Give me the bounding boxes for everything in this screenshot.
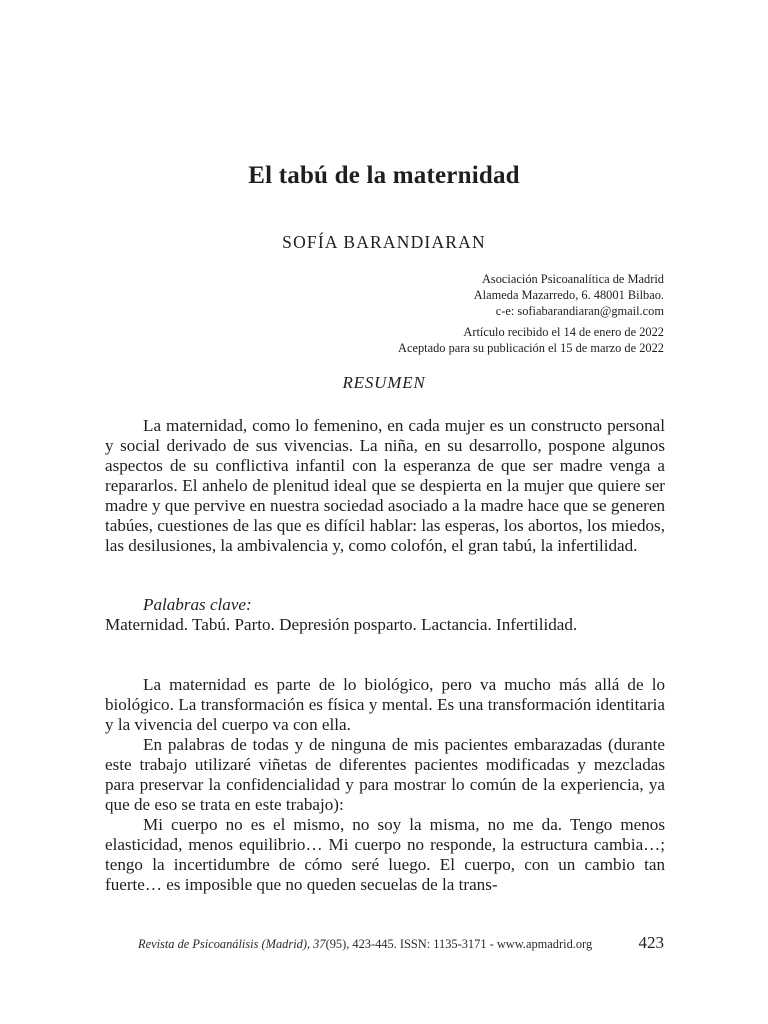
author-name: SOFÍA BARANDIARAN (282, 232, 486, 252)
affiliation-block (244, 271, 664, 356)
journal-name: Revista de Psicoanálisis (Madrid), 37 (138, 937, 326, 951)
journal-footer (138, 937, 592, 952)
body-text (105, 675, 665, 895)
received-date: Artículo recibido el 14 de enero de 2022 (463, 325, 664, 339)
keywords-label: Palabras clave: (143, 595, 252, 614)
affiliation-line: Asociación Psicoanalítica de Madrid (481, 272, 664, 286)
abstract-heading: RESUMEN (342, 373, 426, 392)
page-number: 423 (638, 933, 664, 952)
keywords-list: Maternidad. Tabú. Parto. Depresión posparto. Lactancia. Infertilidad. (105, 615, 578, 634)
abstract-body (105, 416, 665, 556)
affiliation-line: Alameda Mazarredo, 6. 48001 Bilbao. (473, 288, 664, 302)
abstract-paragraph: La maternidad, como lo femenino, en cada mujer es un constructo personal y social derivado de sus vivencias. La niña, en su desarrollo, pospone algunos aspectos de su conflictiva infantil con la esperanza de que ser madre venga a repararlos. El anhelo de plenitud ideal que se despierta en la mujer que quiere ser madre y que pervive en nuestra sociedad asociado a la madre hace que se generen tabúes, cuestiones de las que es difícil hablar: las esperas, los abortos, los miedos, las desilusiones, la ambivalencia y, como colofón, el gran tabú, la infertilidad. (105, 416, 665, 555)
body-paragraph: La maternidad es parte de lo biológico, pero va mucho más allá de lo biológico. La transformación es física y mental. Es una transformación identitaria y la vivencia del cuerpo va con ella. (105, 675, 665, 734)
article-title: El tabú de la maternidad (248, 162, 520, 189)
body-paragraph: Mi cuerpo no es el mismo, no soy la misma, no me da. Tengo menos elasticidad, menos equilibrio… Mi cuerpo no responde, la estructura cambia…; tengo la incertidumbre de cómo seré luego. El cuerpo, con un cambio tan fuerte… es imposible que no queden secuelas de la trans- (105, 815, 665, 894)
body-paragraph: En palabras de todas y de ninguna de mis pacientes embarazadas (durante este trabajo utilizaré viñetas de diferentes pacientes modificadas y mezcladas para preservar la confidencialidad y para mostrar lo común de la experiencia, ya que de eso se trata en este trabajo): (105, 735, 665, 814)
journal-citation: (95), 423-445. ISSN: 1135-3171 - www.apmadrid.org (325, 937, 593, 951)
affiliation-email: c-e: sofiabarandiaran@gmail.com (495, 304, 664, 318)
accepted-date: Aceptado para su publicación el 15 de marzo de 2022 (398, 341, 664, 355)
